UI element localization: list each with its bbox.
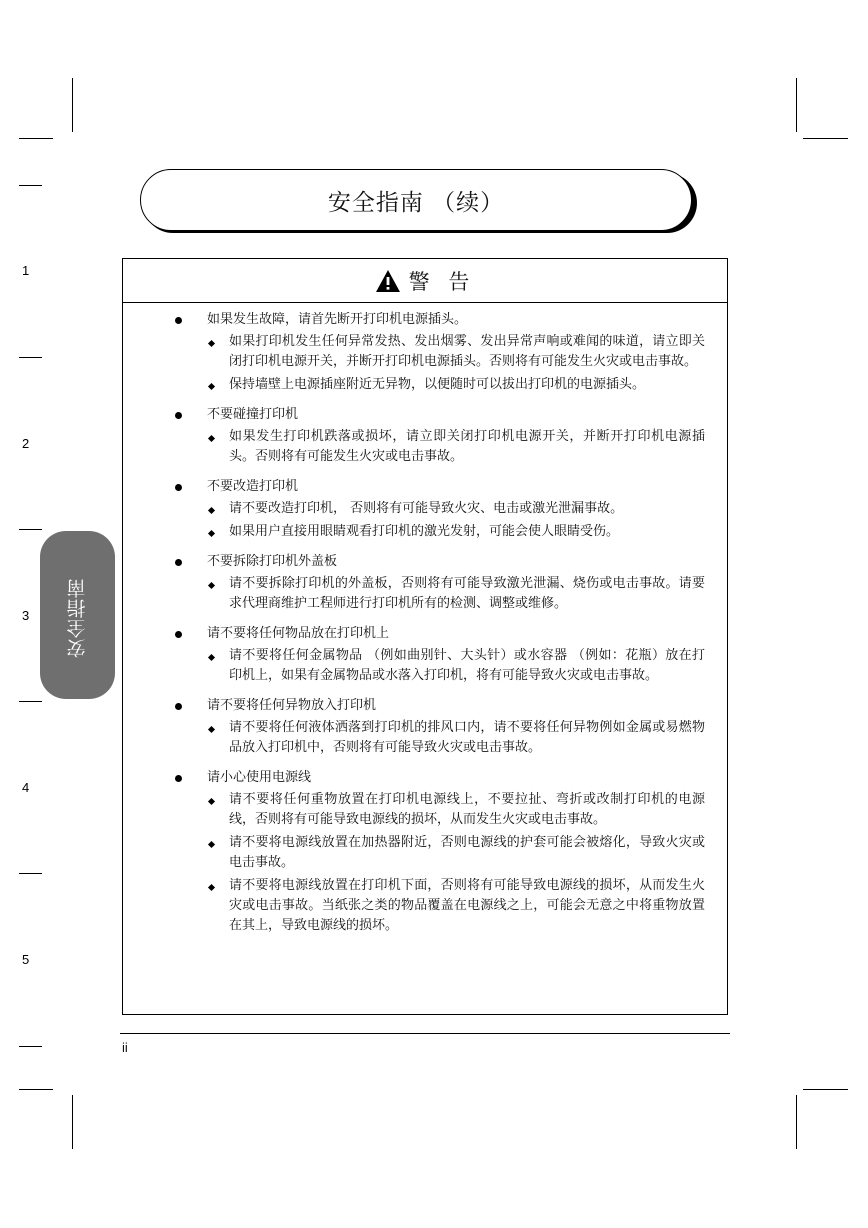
bullet-dot [175,631,182,638]
warning-section [123,550,727,614]
index-divider [19,701,42,702]
item-text: 请不要将电源线放置在加热器附近，否则电源线的护套可能会被熔化，导致火灾或电击事故。 [229,835,705,870]
index-divider [19,1046,42,1047]
warning-title: 警 告 [408,269,476,294]
index-divider [19,185,42,186]
diamond-bullet [208,435,215,442]
index-divider [19,529,42,530]
bullet-dot [175,412,182,419]
bullet-dot [175,775,182,782]
section-title: 请不要将任何物品放在打印机上 [207,626,390,641]
diamond-bullet [208,654,215,661]
item-text: 如果打印机发生任何异常发热、发出烟雾、发出异常声响或难闻的味道，请立即关闭打印机电源开关，并断开打印机电源插头。否则将有可能发生火灾或电击事故。 [229,334,705,369]
index-divider [19,873,42,874]
bullet-dot [175,484,182,491]
warning-item [207,833,727,873]
footer-rule [120,1033,730,1034]
chapter-index-5: 5 [22,952,30,967]
item-text: 如果发生打印机跌落或损坏，请立即关闭打印机电源开关，并断开打印机电源插头。否则将有可能发生火灾或电击事故。 [229,429,705,464]
side-tab-label: 安全指南 [66,578,89,658]
item-text: 请不要将任何重物放置在打印机电源线上，不要拉扯、弯折或改制打印机的电源线，否则将有可能导致电源线的损坏，从而发生火灾或电击事故。 [229,792,705,827]
diamond-bullet [208,340,215,347]
warning-item [207,332,727,372]
crop-mark [803,1089,848,1090]
item-text: 请不要改造打印机， 否则将有可能导致火灾、电击或激光泄漏事故。 [229,501,624,516]
bullet-dot [175,317,182,324]
bullet-dot [175,559,182,566]
chapter-index-1: 1 [22,263,30,278]
crop-mark [803,138,848,139]
section-title: 不要拆除打印机外盖板 [207,554,338,569]
warning-sections [123,302,727,939]
diamond-bullet [208,884,215,891]
warning-section [123,475,727,542]
diamond-bullet [208,582,215,589]
crop-mark [19,1089,53,1090]
warning-item [207,499,727,519]
warning-item [207,876,727,936]
warning-item [207,718,727,758]
warning-item [207,574,727,614]
warning-triangle-icon [375,269,401,293]
page-title-text: 安全指南 （续） [327,189,505,216]
section-title: 不要碰撞打印机 [207,407,299,422]
item-text: 请不要拆除打印机的外盖板，否则将有可能导致激光泄漏、烧伤或电击事故。请要求代理商维护工程师进行打印机所有的检测、调整或维修。 [229,576,705,611]
chapter-index-2: 2 [22,436,30,451]
warning-section [123,308,727,395]
page-number: ii [122,1040,128,1055]
item-text: 请不要将任何液体洒落到打印机的排风口内，请不要将任何异物例如金属或易燃物品放入打印机中，否则将有可能导致火灾或电击事故。 [229,720,705,755]
chapter-index-3: 3 [22,608,30,623]
item-text: 如果用户直接用眼睛观看打印机的激光发射，可能会使人眼睛受伤。 [229,524,620,539]
diamond-bullet [208,841,215,848]
page-title [140,169,692,231]
diamond-bullet [208,530,215,537]
crop-mark [72,1095,73,1149]
crop-mark [72,78,73,132]
crop-mark [19,138,53,139]
item-text: 请不要将任何金属物品 （例如曲别针、大头针）或水容器 （例如：花瓶）放在打印机上，如果有金属物品或水落入打印机，将有可能导致火灾或电击事故。 [229,648,705,683]
diamond-bullet [208,798,215,805]
section-title: 如果发生故障，请首先断开打印机电源插头。 [207,312,468,327]
chapter-index-4: 4 [22,780,30,795]
crop-mark [796,1095,797,1149]
item-text: 保持墙壁上电源插座附近无异物，以便随时可以拔出打印机的电源插头。 [229,377,646,392]
warning-section [123,403,727,467]
item-text: 请不要将电源线放置在打印机下面，否则将有可能导致电源线的损坏，从而发生火灾或电击事故。当纸张之类的物品覆盖在电源线之上，可能会无意之中将重物放置在其上，导致电源线的损坏。 [229,878,705,933]
warning-section [123,766,727,936]
warning-section [123,622,727,686]
warning-item [207,375,727,395]
diamond-bullet [208,507,215,514]
section-title: 请小心使用电源线 [207,770,312,785]
diamond-bullet [208,726,215,733]
diamond-bullet [208,383,215,390]
index-divider [19,357,42,358]
warning-item [207,790,727,830]
warning-section [123,694,727,758]
bullet-dot [175,703,182,710]
warning-item [207,522,727,542]
warning-item [207,427,727,467]
warning-item [207,646,727,686]
section-title: 请不要将任何异物放入打印机 [207,698,377,713]
warning-header [123,259,727,303]
warning-box [122,258,728,1015]
section-title: 不要改造打印机 [207,479,299,494]
crop-mark [796,78,797,132]
